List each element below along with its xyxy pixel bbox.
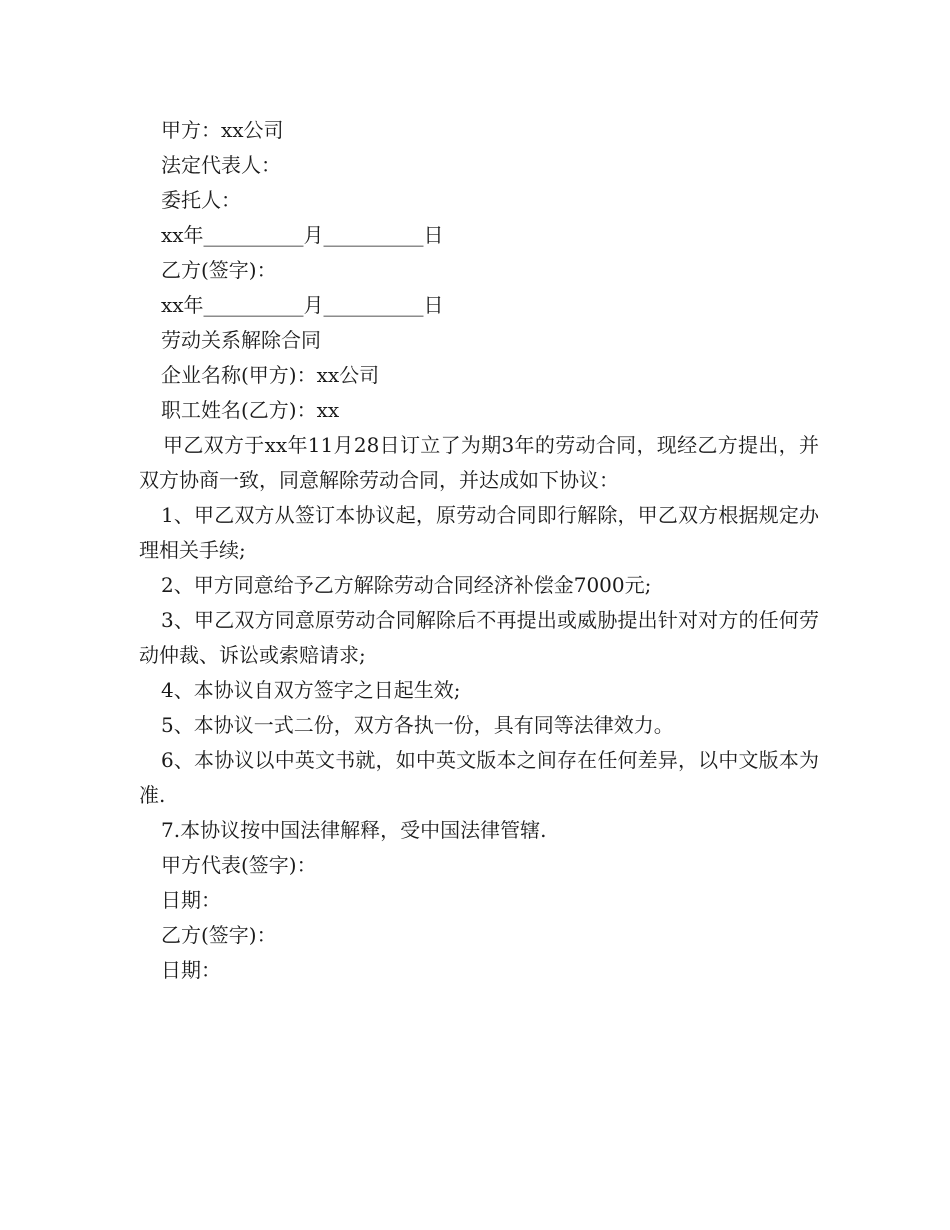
party-a-line: 甲方：xx公司 [161, 118, 284, 142]
contract-title: 劳动关系解除合同 [161, 328, 321, 352]
party-a-representative-signature: 甲方代表(签字)： [161, 853, 317, 877]
clause-6: 6、本协议以中英文书就，如中英文版本之间存在任何差异，以中文版本为准. [139, 748, 819, 807]
contract-body [139, 113, 819, 988]
party-b-signature: 乙方(签字)： [161, 923, 277, 947]
party-b-signature-date: 日期： [161, 958, 221, 982]
party-a-date-line: xx年__________月__________日 [161, 223, 444, 247]
legal-representative-line: 法定代表人： [161, 153, 281, 177]
intro-paragraph: 甲乙双方于xx年11月28日订立了为期3年的劳动合同，现经乙方提出，并双方协商一致，同意解除劳动合同，并达成如下协议： [139, 433, 819, 492]
employee-name-line: 职工姓名(乙方)：xx [161, 398, 340, 422]
clause-2: 2、甲方同意给予乙方解除劳动合同经济补偿金7000元; [161, 573, 652, 597]
clause-5: 5、本协议一式二份，双方各执一份，具有同等法律效力。 [161, 713, 674, 737]
clause-1: 1、甲乙双方从签订本协议起，原劳动合同即行解除，甲乙双方根据规定办理相关手续; [139, 503, 819, 562]
party-b-signature-line: 乙方(签字)： [161, 258, 277, 282]
clause-3: 3、甲乙双方同意原劳动合同解除后不再提出或威胁提出针对对方的任何劳动仲裁、诉讼或索赔请求; [139, 608, 819, 667]
clause-7: 7.本协议按中国法律解释，受中国法律管辖. [161, 818, 547, 842]
entrusted-agent-line: 委托人： [161, 188, 241, 212]
company-name-line: 企业名称(甲方)：xx公司 [161, 363, 380, 387]
party-b-date-line: xx年__________月__________日 [161, 293, 444, 317]
party-a-signature-date: 日期： [161, 888, 221, 912]
clause-4: 4、本协议自双方签字之日起生效; [161, 678, 461, 702]
